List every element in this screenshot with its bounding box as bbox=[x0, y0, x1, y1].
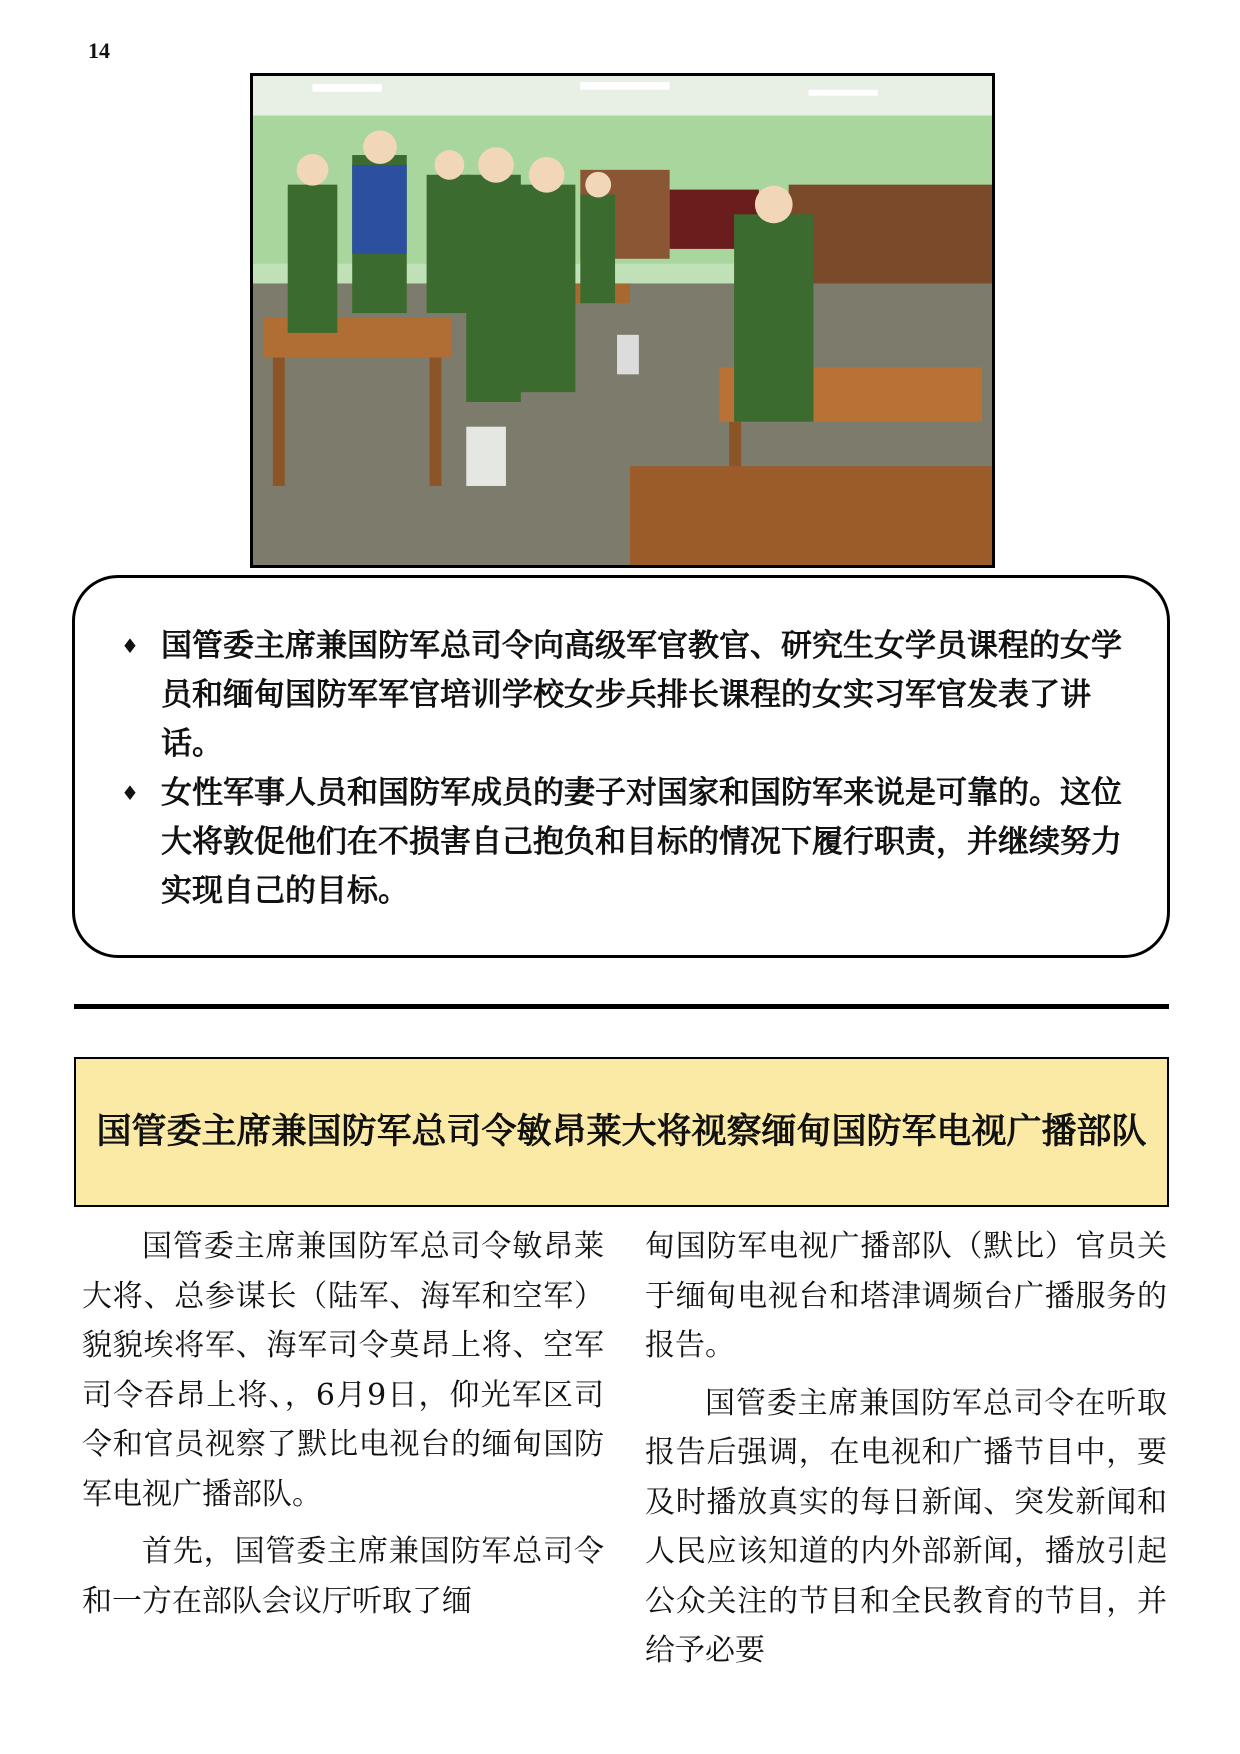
diamond-bullet-icon: ♦ bbox=[121, 781, 139, 805]
page-number: 14 bbox=[88, 38, 110, 63]
photo-illustration bbox=[253, 76, 992, 565]
article-column-left bbox=[82, 1222, 604, 1742]
paragraph: 国管委主席兼国防军总司令在听取报告后强调，在电视和广播节目中，要及时播放真实的每日新闻、突发新闻和人民应该知道的内外部新闻，播放引起公众关注的节目和全民教育的节目，并给予必要 bbox=[645, 1385, 1167, 1668]
highlights-list bbox=[101, 622, 1141, 916]
paragraph: 国管委主席兼国防军总司令敏昂莱大将、总参谋长（陆军、海军和空军）貌貌埃将军、海军司令莫昂上将、空军司令吞昂上将、，6月9日，仰光军区司令和官员视察了默比电视台的缅甸国防军电视广播部队。 bbox=[82, 1229, 604, 1512]
section-divider bbox=[74, 1004, 1169, 1009]
article-body bbox=[82, 1222, 1167, 1742]
highlight-item bbox=[101, 769, 1141, 916]
diamond-bullet-icon: ♦ bbox=[121, 634, 139, 658]
paragraph: 甸国防军电视广播部队（默比）官员关于缅甸电视台和塔津调频台广播服务的报告。 bbox=[645, 1229, 1167, 1363]
news-photo bbox=[250, 73, 995, 568]
highlights-box bbox=[72, 575, 1170, 958]
article-column-right bbox=[645, 1222, 1167, 1742]
paragraph: 首先，国管委主席兼国防军总司令和一方在部队会议厅听取了缅 bbox=[82, 1534, 604, 1619]
highlight-text: 女性军事人员和国防军成员的妻子对国家和国防军来说是可靠的。这位大将敦促他们在不损害自己抱负和目标的情况下履行职责，并继续努力实现自己的目标。 bbox=[161, 775, 1122, 909]
highlight-item bbox=[101, 622, 1141, 769]
highlight-text: 国管委主席兼国防军总司令向高级军官教官、研究生女学员课程的女学员和缅甸国防军军官培训学校女步兵排长课程的女实习军官发表了讲话。 bbox=[161, 628, 1122, 762]
article-title-box bbox=[74, 1057, 1169, 1207]
article-title: 国管委主席兼国防军总司令敏昂莱大将视察缅甸国防军电视广播部队 bbox=[96, 1112, 1147, 1152]
